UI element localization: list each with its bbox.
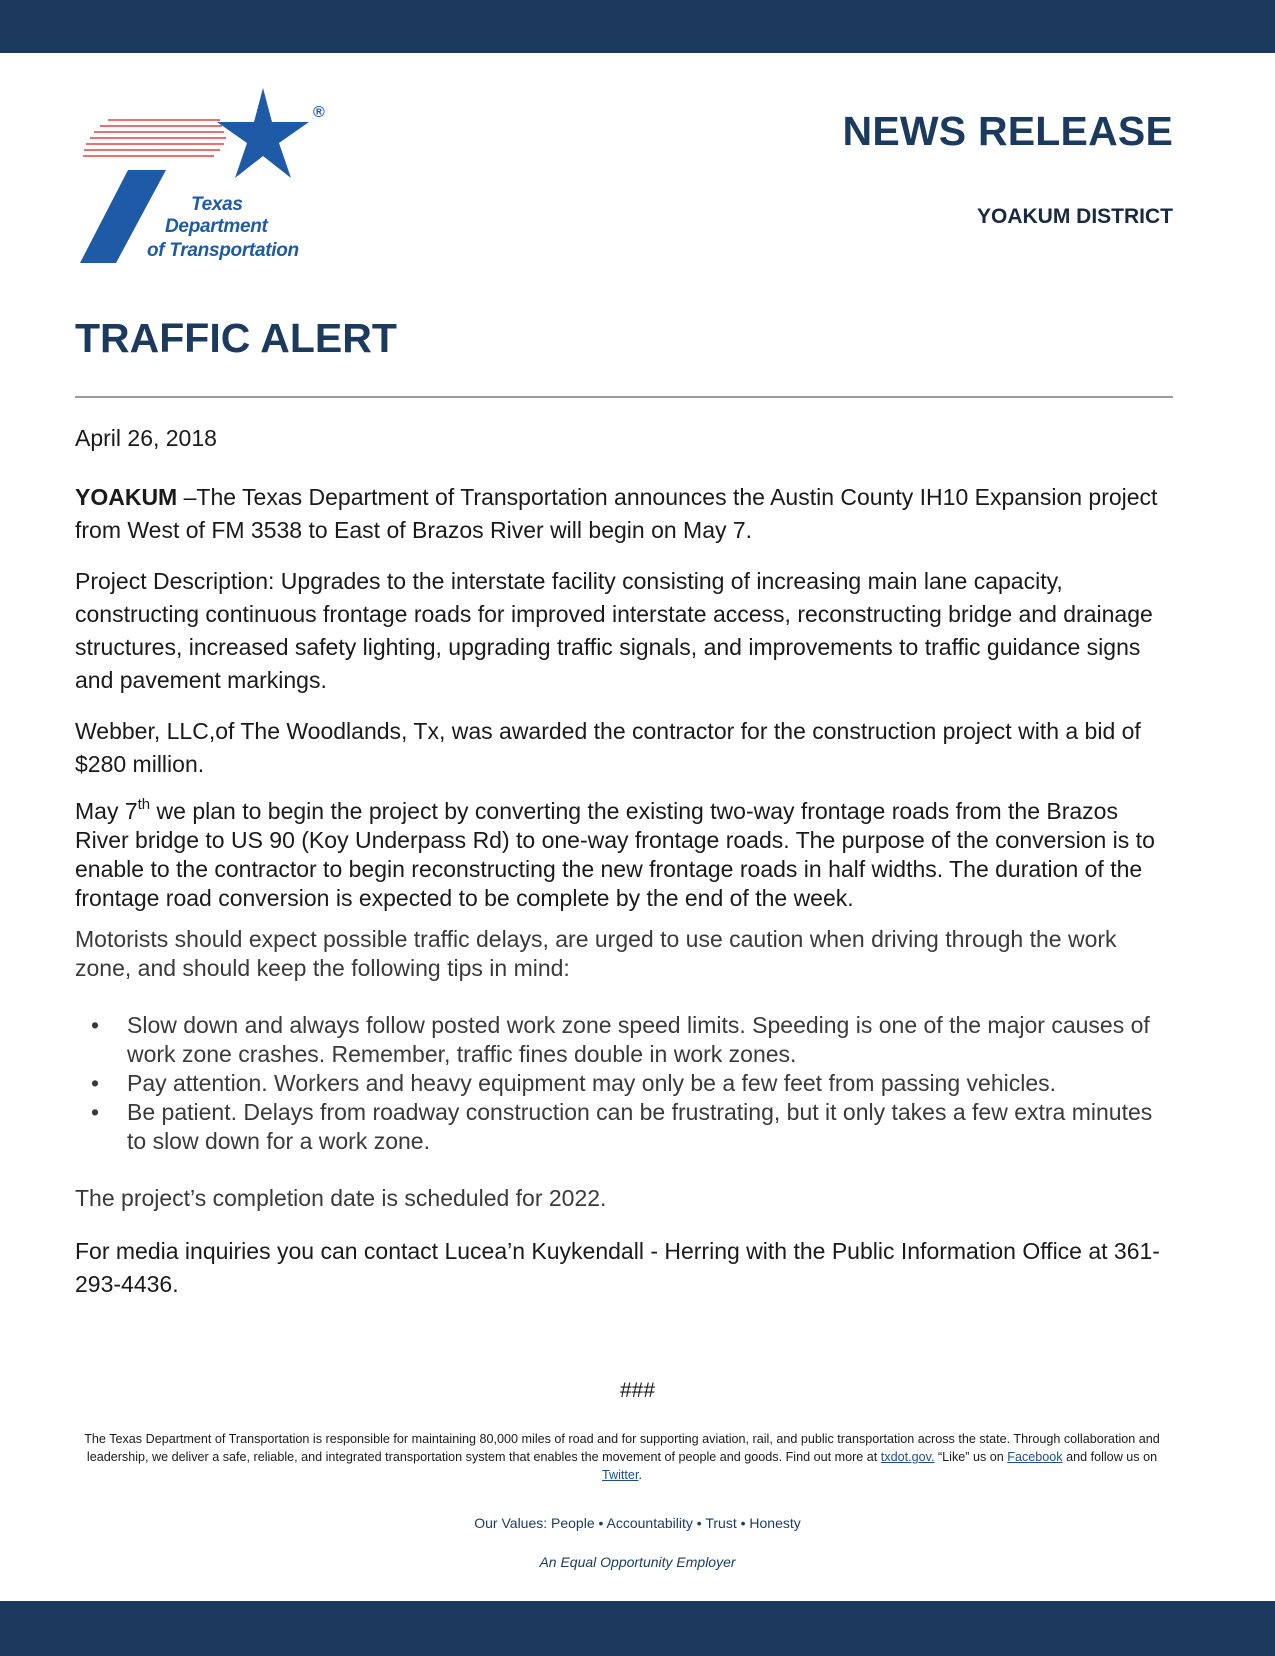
footer-blurb-text: “Like” us on bbox=[934, 1450, 1008, 1464]
media-contact-paragraph: For media inquiries you can contact Lucea’n Kuykendall - Herring with the Public Information Office at 361-293-4436. bbox=[75, 1238, 1160, 1297]
traffic-alert-heading: TRAFFIC ALERT bbox=[75, 315, 397, 361]
end-mark: ### bbox=[619, 1379, 656, 1402]
txdot-site-link[interactable]: txdot.gov. bbox=[880, 1450, 935, 1464]
contractor-paragraph: Webber, LLC,of The Woodlands, Tx, was awarded the contractor for the construction project with a bid of $280 million. bbox=[75, 718, 1141, 777]
speed-stripes bbox=[83, 120, 226, 156]
top-banner bbox=[0, 0, 1275, 53]
bottom-banner bbox=[0, 1601, 1275, 1656]
project-description: Project Description: Upgrades to the interstate facility consisting of increasing main lane capacity, constructing continuous frontage roads for improved interstate access, reconstructing bridge and drainage structures, increased safety lighting, upgrading traffic signals, and improvements to traffic guidance signs and pavement markings. bbox=[75, 568, 1153, 693]
facebook-link[interactable]: Facebook bbox=[1007, 1450, 1063, 1464]
motorists-paragraph: Motorists should expect possible traffic delays, are urged to use caution when driving through the work zone, and should keep the following tips in mind: bbox=[75, 926, 1117, 981]
logo-line-transportation: of Transportation bbox=[147, 240, 299, 261]
news-release-title: NEWS RELEASE bbox=[842, 108, 1173, 154]
footer-blurb-text: . bbox=[638, 1468, 642, 1482]
lead-city: YOAKUM bbox=[75, 484, 178, 510]
schedule-text: we plan to begin the project by converting the existing two-way frontage roads from the Brazos River bridge to US 90 (Koy Underpass Rd) to one-way frontage roads. The purpose of the conversion is to enable to the contractor to begin reconstructing the new frontage roads in half widths. The duration of the frontage road conversion is expected to be complete by the end of the week. bbox=[75, 798, 1155, 911]
footer-blurb bbox=[72, 1430, 1172, 1484]
lead-paragraph bbox=[75, 481, 1175, 547]
logo-line-texas: Texas bbox=[191, 194, 243, 215]
twitter-link[interactable]: Twitter bbox=[602, 1468, 639, 1482]
tip-item: • Slow down and always follow posted work zone speed limits. Speeding is one of the major causes of work zone crashes. Remember, traffic fines double in work zones. bbox=[127, 1011, 1175, 1069]
tip-item: • Be patient. Delays from roadway construction can be frustrating, but it only takes a few extra minutes to slow down for a work zone. bbox=[127, 1098, 1175, 1156]
release-body bbox=[75, 422, 1175, 1301]
completion-paragraph: The project’s completion date is scheduled for 2022. bbox=[75, 1185, 607, 1211]
district-label: YOAKUM DISTRICT bbox=[977, 205, 1173, 228]
registered-mark: ® bbox=[313, 104, 325, 121]
footer-blurb-text: and follow us on bbox=[1062, 1450, 1158, 1464]
tip-item: • Pay attention. Workers and heavy equipment may only be a few feet from passing vehicles. bbox=[127, 1069, 1175, 1098]
star-icon bbox=[217, 88, 309, 178]
logo-line-department: Department bbox=[165, 216, 268, 237]
heading-divider bbox=[75, 396, 1173, 398]
lead-text: –The Texas Department of Transportation announces the Austin County IH10 Expansion project from West of FM 3538 to East of Brazos River will begin on May 7. bbox=[75, 484, 1158, 543]
release-date: April 26, 2018 bbox=[75, 425, 217, 451]
footer-blurb-text: The Texas Department of Transportation is responsible for maintaining 80,000 miles of road and for supporting aviation, rail, and public transportation across the state. Through collaboration and leadership, we deliver a safe, reliable, and integrated transportation system that enables the movement of people and goods. Find out more at bbox=[84, 1432, 1160, 1464]
safety-tips-list bbox=[75, 1011, 1175, 1156]
values-statement: Our Values: People • Accountability • Trust • Honesty bbox=[474, 1515, 801, 1531]
schedule-date: May 7 bbox=[75, 798, 138, 824]
equal-opportunity-statement: An Equal Opportunity Employer bbox=[539, 1554, 736, 1570]
schedule-date-suffix: th bbox=[137, 796, 151, 813]
schedule-paragraph bbox=[75, 797, 1175, 913]
